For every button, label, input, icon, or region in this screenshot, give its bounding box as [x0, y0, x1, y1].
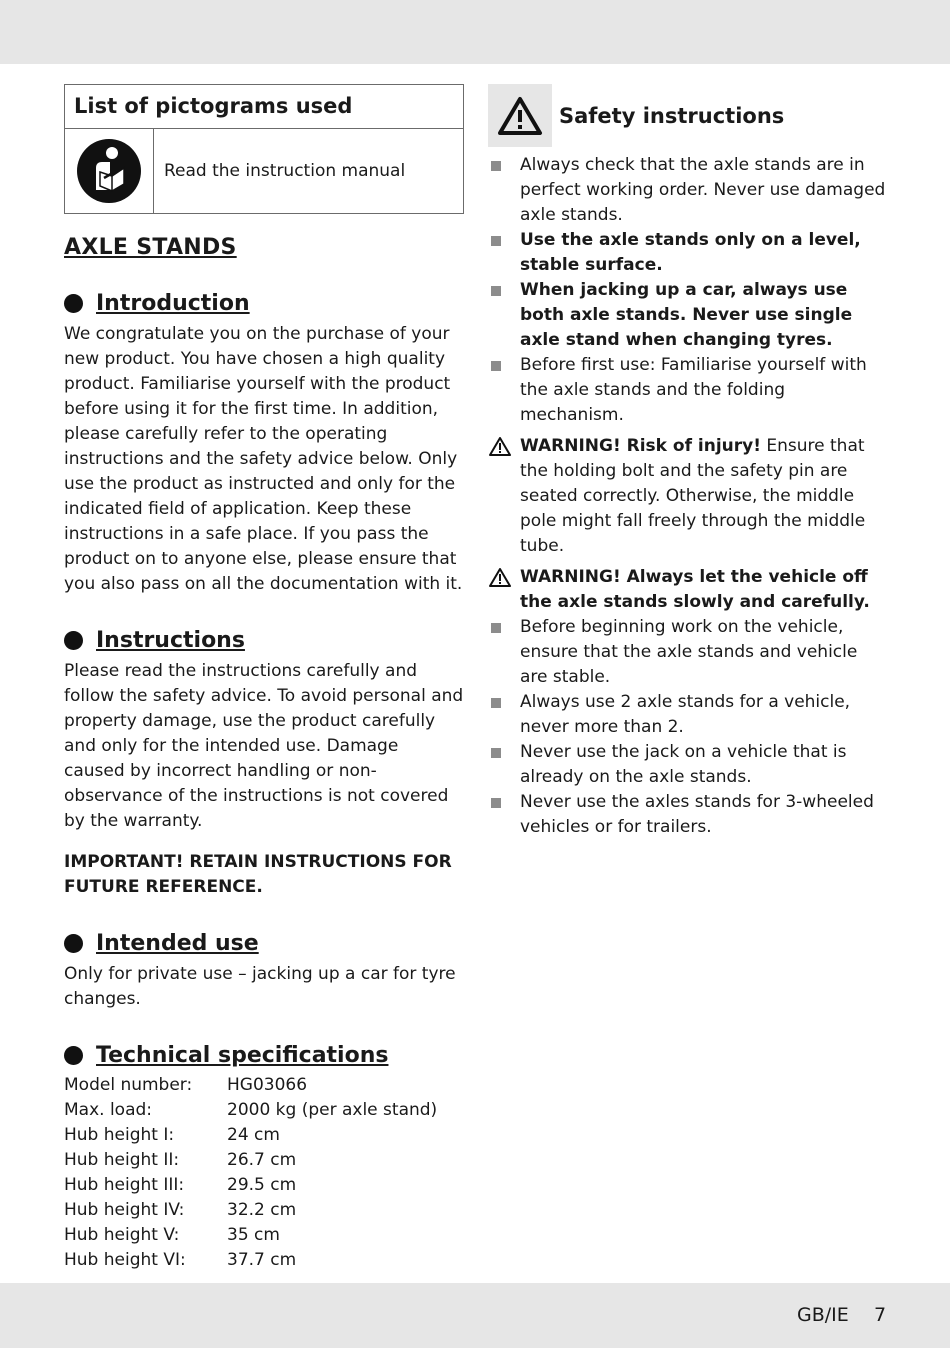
- warning-triangle-icon: [488, 567, 512, 588]
- read-manual-icon: [76, 138, 142, 204]
- spec-value: 26.7 cm: [227, 1150, 297, 1170]
- list-item: Before beginning work on the vehicle, ensure that the axle stands and vehicle are stable.: [488, 615, 898, 690]
- spec-row: [64, 1173, 464, 1198]
- list-item: Never use the axles stands for 3-wheeled vehicles or for trailers.: [488, 790, 898, 840]
- spec-value: 2000 kg (per axle stand): [227, 1100, 438, 1120]
- section-title: Technical specifications: [96, 1042, 389, 1068]
- intended-use-text: Only for private use – jacking up a car for tyre changes.: [64, 964, 456, 1009]
- pictogram-description: Read the instruction manual: [164, 161, 406, 181]
- right-column: [488, 84, 898, 840]
- warning-triangle-icon: [488, 436, 512, 457]
- square-bullet-icon: [491, 748, 501, 758]
- warning-label: WARNING! Always let the vehicle off the axle stands slowly and carefully.: [520, 567, 870, 612]
- header-band: [0, 0, 950, 64]
- warning-risk-of-injury: [488, 434, 898, 559]
- main-title: AXLE STANDS: [64, 235, 237, 260]
- specifications-table: [64, 1073, 464, 1273]
- safety-list-top: [488, 153, 898, 428]
- intended-use-heading: [64, 928, 464, 958]
- list-item: Always use 2 axle stands for a vehicle, never more than 2.: [488, 690, 898, 740]
- spec-value: 24 cm: [227, 1125, 280, 1145]
- section-title: Intended use: [96, 930, 259, 956]
- spec-label: Hub height III:: [64, 1175, 185, 1195]
- footer-region: GB/IE: [797, 1304, 849, 1326]
- list-item: Always check that the axle stands are in perfect working order. Never use damaged axle stands.: [488, 153, 898, 228]
- square-bullet-icon: [491, 161, 501, 171]
- square-bullet-icon: [491, 236, 501, 246]
- spec-label: Hub height II:: [64, 1150, 180, 1170]
- spec-row: [64, 1148, 464, 1173]
- list-item: Use the axle stands only on a level, stable surface.: [488, 228, 898, 278]
- spec-value: 32.2 cm: [227, 1200, 297, 1220]
- square-bullet-icon: [491, 798, 501, 808]
- spec-label: Max. load:: [64, 1100, 153, 1120]
- spec-value: HG03066: [227, 1075, 308, 1095]
- bullet-dot-icon: [64, 294, 83, 313]
- pictogram-table-heading: List of pictograms used: [65, 85, 463, 129]
- safety-title: Safety instructions: [559, 103, 785, 128]
- spec-value: 29.5 cm: [227, 1175, 297, 1195]
- spec-value: 35 cm: [227, 1225, 280, 1245]
- pictogram-table: [64, 84, 464, 214]
- spec-row: [64, 1073, 464, 1098]
- technical-specifications-heading: [64, 1040, 464, 1070]
- spec-value: 37.7 cm: [227, 1250, 297, 1270]
- list-item: When jacking up a car, always use both axle stands. Never use single axle stand when changing tyres.: [488, 278, 898, 353]
- page-number: 7: [874, 1304, 887, 1326]
- introduction-heading: [64, 288, 464, 318]
- spec-label: Hub height VI:: [64, 1250, 186, 1270]
- section-title: Instructions: [96, 627, 245, 653]
- spec-label: Hub height I:: [64, 1125, 175, 1145]
- spec-row: [64, 1098, 464, 1123]
- bullet-dot-icon: [64, 934, 83, 953]
- pictogram-row: [65, 129, 463, 213]
- spec-label: Hub height IV:: [64, 1200, 185, 1220]
- square-bullet-icon: [491, 623, 501, 633]
- list-item: Never use the jack on a vehicle that is already on the axle stands.: [488, 740, 898, 790]
- square-bullet-icon: [491, 286, 501, 296]
- spec-label: Hub height V:: [64, 1225, 180, 1245]
- bullet-dot-icon: [64, 1046, 83, 1065]
- warning-text: Ensure that the holding bolt and the safety pin are seated correctly. Otherwise, the middle pole might fall freely through the middle tube.: [520, 436, 866, 556]
- introduction-text: We congratulate you on the purchase of your new product. You have chosen a high quality product. Familiarise yourself with the product before using it for the first time. In addition, please carefully refer to the operating instructions and the safety advice below. Only use the product as instructed and only for the indicated field of application. Keep these instructions in a safe place. If you pass the product on to anyone else, please ensure that you also pass on all the documentation with it.: [64, 324, 463, 594]
- list-item: Before first use: Familiarise yourself with the axle stands and the folding mechanism.: [488, 353, 898, 428]
- left-column: [64, 84, 464, 1273]
- section-title: Introduction: [96, 290, 250, 316]
- spec-row: [64, 1198, 464, 1223]
- spec-row: [64, 1123, 464, 1148]
- bullet-dot-icon: [64, 631, 83, 650]
- instructions-text: Please read the instructions carefully and follow the safety advice. To avoid personal and property damage, use the product carefully and only for the intended use. Damage caused by incorrect handling or non-observance of the instructions is not covered by the warranty.: [64, 661, 464, 831]
- spec-row: [64, 1248, 464, 1273]
- important-notice: IMPORTANT! RETAIN INSTRUCTIONS FOR FUTURE REFERENCE.: [64, 852, 452, 897]
- square-bullet-icon: [491, 361, 501, 371]
- spec-row: [64, 1223, 464, 1248]
- warning-triangle-icon: [497, 96, 543, 136]
- square-bullet-icon: [491, 698, 501, 708]
- instructions-heading: [64, 625, 464, 655]
- safety-list-bottom: [488, 615, 898, 840]
- safety-heading: [488, 84, 898, 147]
- warning-label: WARNING! Risk of injury!: [520, 436, 761, 456]
- warning-lower-slowly: [488, 565, 898, 615]
- spec-label: Model number:: [64, 1075, 193, 1095]
